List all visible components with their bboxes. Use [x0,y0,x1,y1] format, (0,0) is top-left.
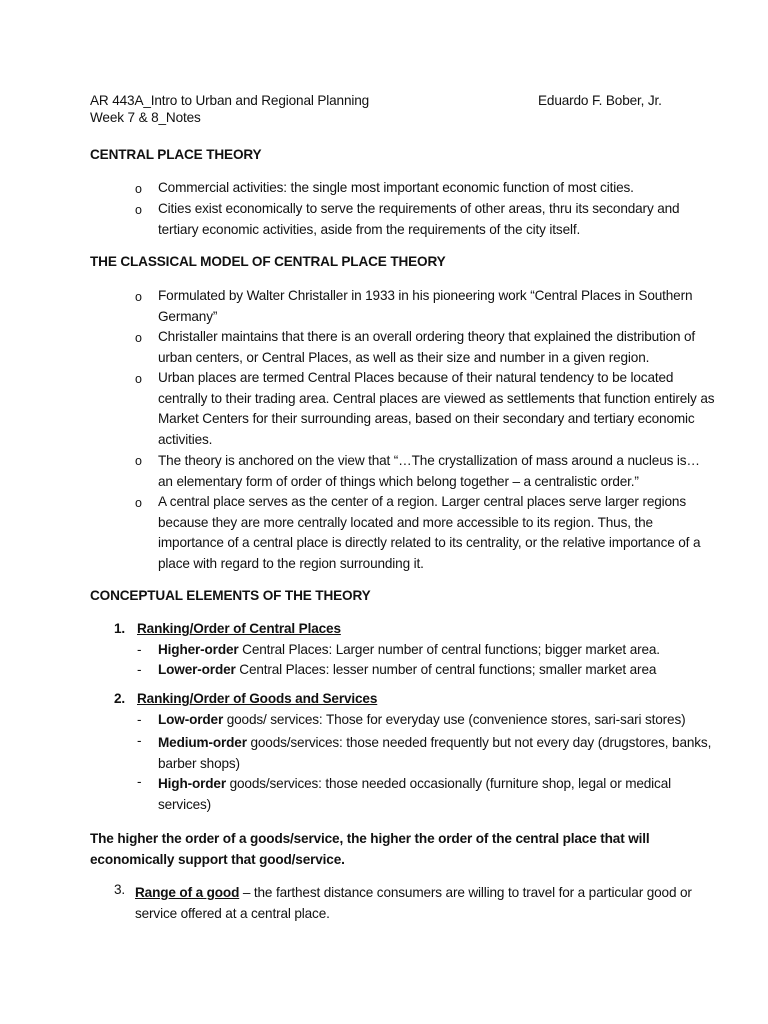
bullet-marker: o [135,496,142,510]
bullet-marker: o [135,372,142,386]
list-item [158,662,656,677]
bullet-marker: o [135,331,142,345]
dash-marker: - [137,733,142,748]
list-item [158,774,671,815]
dash-marker: - [137,642,142,657]
dash-marker: - [137,774,142,789]
subheading-ranking-central-places: Ranking/Order of Central Places [137,621,341,636]
term-label: Low-order [158,712,224,727]
list-item-line: Market Centers for their surrounding areas, based on their secondary and tertiary economic [158,411,695,427]
list-number: 2. [114,691,126,706]
list-item-line: A central place serves as the center of a region. Larger central places serve larger regions [158,494,686,509]
list-item-line: urban centers, or Central Places, as well as their size and number in a given region. [158,349,650,365]
list-item-line: Urban places are termed Central Places because of their natural tendency to be located [158,370,674,385]
term-description: goods/services: those needed frequently but not every day (drugstores, banks, [246,735,712,750]
list-item-line: place with regard to the region surrounding it. [158,555,424,571]
term-description-continued: services) [158,796,212,812]
term-label: Range of a good [135,885,240,900]
bullet-marker: o [135,182,142,196]
emphasis-line: economically support that good/service. [90,852,345,867]
list-item-line: tertiary economic activities, aside from the requirements of the city itself. [158,221,581,237]
list-item-line: centrally to their trading area. Central places are viewed as settlements that function entirely as [158,390,715,406]
list-number: 1. [114,621,126,636]
term-label: High-order [158,776,226,791]
list-item [158,712,685,727]
list-item-line: activities. [158,431,213,447]
term-description: Central Places: lesser number of central functions; smaller market area [235,662,657,677]
notes-label: Week 7 & 8_Notes [90,110,201,125]
term-description: Central Places: Larger number of central functions; bigger market area. [238,642,660,657]
list-item-line: because they are more centrally located and more accessible to its region. Thus, the [158,514,653,530]
list-number: 3. [114,882,126,897]
term-description-continued: barber shops) [158,755,240,771]
emphasis-line: The higher the order of a goods/service, the higher the order of the central place that will [90,831,650,846]
section-heading-conceptual-elements: CONCEPTUAL ELEMENTS OF THE THEORY [90,588,371,603]
dash-marker: - [137,662,142,677]
list-item [135,882,692,924]
term-label: Medium-order [158,735,247,750]
list-item [158,733,711,774]
subheading-ranking-goods-services: Ranking/Order of Goods and Services [137,691,378,706]
list-item-line: Cities exist economically to serve the requirements of other areas, thru its secondary and [158,201,680,216]
author-name: Eduardo F. Bober, Jr. [538,93,662,108]
term-description: goods/services: those needed occasionally (furniture shop, legal or medical [225,776,671,791]
list-item-line: an elementary form of order of things which belong together – a centralistic order.” [158,473,639,489]
list-item [158,368,714,450]
section-heading-central-place-theory: CENTRAL PLACE THEORY [90,147,262,162]
bullet-marker: o [135,454,142,468]
list-item-line: The theory is anchored on the view that “…The crystallization of mass around a nucleus is… [158,453,700,468]
list-item [158,492,700,574]
term-description-continued: service offered at a central place. [135,906,330,921]
section-heading-classical-model: THE CLASSICAL MODEL OF CENTRAL PLACE THEORY [90,254,446,269]
list-item-line: Formulated by Walter Christaller in 1933 in his pioneering work “Central Places in Southern [158,288,693,303]
term-description: – the farthest distance consumers are willing to travel for a particular good or [239,885,692,900]
bullet-marker: o [135,290,142,304]
list-item-line: Commercial activities: the single most important economic function of most cities. [158,180,634,195]
term-label: Higher-order [158,642,239,657]
list-item-line: Germany” [158,308,218,324]
emphasis-statement [90,828,650,870]
list-item [158,327,695,368]
list-item [158,199,679,240]
list-item-line: importance of a central place is directly related to its centrality, or the relative importance of a [158,535,701,551]
list-item [158,642,660,657]
list-item [158,178,634,199]
bullet-marker: o [135,203,142,217]
list-item [158,451,700,492]
term-label: Lower-order [158,662,236,677]
dash-marker: - [137,712,142,727]
list-item-line: Christaller maintains that there is an overall ordering theory that explained the distribution of [158,329,696,344]
term-description: goods/ services: Those for everyday use (convenience stores, sari-sari stores) [223,712,686,727]
course-title: AR 443A_Intro to Urban and Regional Planning [90,93,370,108]
list-item [158,286,692,327]
